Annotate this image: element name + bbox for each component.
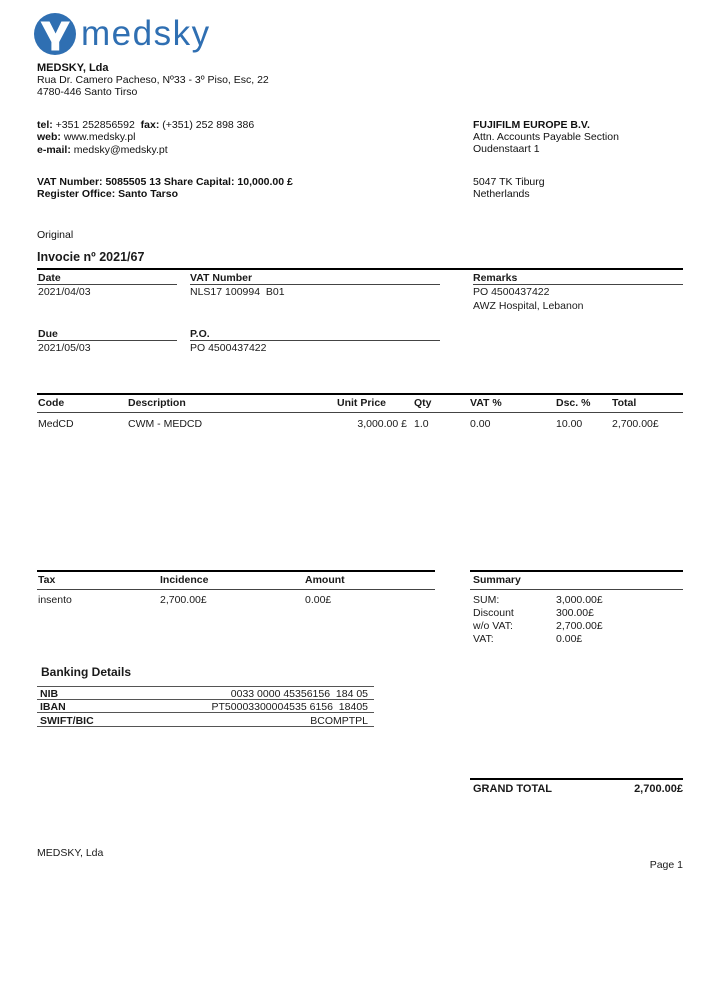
share-capital-value: 10,000.00 £ [237, 176, 293, 188]
company-logo [33, 10, 263, 60]
vat-number-value-field: NLS17 100994 B01 [190, 286, 285, 298]
banking-rule-1 [37, 699, 374, 700]
footer-page-number: Page 1 [649, 859, 683, 871]
items-header-total: Total [612, 397, 637, 409]
vat-number-column-label: VAT Number [190, 272, 253, 284]
buyer-attn: Attn. Accounts Payable Section [473, 131, 619, 143]
banking-details-title: Banking Details [41, 665, 132, 679]
summary-label-wo-vat: w/o VAT: [473, 620, 513, 632]
medsky-logo-icon [33, 12, 77, 56]
web-label: web: [37, 131, 61, 144]
share-capital-label: Share Capital: [163, 176, 235, 188]
tax-header-incidence: Incidence [160, 574, 209, 586]
banking-rule-top [37, 686, 374, 687]
grand-total-rule [470, 778, 683, 780]
summary-label-sum: SUM: [473, 594, 500, 606]
email-value: medsky@medsky.pt [73, 143, 168, 156]
bank-label-nib: NIB [40, 688, 59, 700]
copy-type-label: Original [37, 229, 74, 241]
due-underline [37, 340, 177, 341]
logo-wordmark: medsky [81, 14, 211, 53]
summary-header-rule [470, 589, 683, 590]
vat-number-label: VAT Number: [37, 176, 103, 188]
summary-value-discount: 300.00£ [556, 607, 594, 619]
items-header-rule [37, 412, 683, 413]
buyer-street: Oudenstaart 1 [473, 143, 540, 156]
buyer-location [473, 176, 545, 201]
po-underline [190, 340, 440, 341]
items-header-description: Description [128, 397, 186, 409]
due-value: 2021/05/03 [38, 342, 91, 354]
table-row: insento [38, 594, 72, 606]
tel-value: +351 252856592 [55, 119, 135, 131]
items-table-top-rule [37, 393, 683, 395]
register-office-value: Santo Tarso [118, 188, 179, 201]
bank-value-nib: 0033 0000 45356156 184 05 [230, 688, 368, 700]
table-row: 2,700.00£ [612, 418, 659, 430]
buyer-country: Netherlands [473, 188, 530, 201]
date-value: 2021/04/03 [38, 286, 91, 298]
seller-address [37, 74, 269, 99]
summary-value-sum: 3,000.00£ [556, 594, 603, 606]
seller-name: MEDSKY, Lda [37, 62, 109, 74]
seller-fiscal-info [37, 176, 293, 201]
tax-header-amount: Amount [305, 574, 345, 586]
summary-value-wo-vat: 2,700.00£ [556, 620, 603, 632]
remarks-label: Remarks [473, 272, 518, 284]
remarks-line-1: PO 4500437422 [473, 286, 550, 298]
items-header-vat-pct: VAT % [470, 397, 502, 409]
tel-label: tel: [37, 119, 53, 131]
table-row: 0.00£ [305, 594, 332, 606]
remarks-underline [473, 284, 683, 285]
table-row: MedCD [38, 418, 74, 430]
fax-value: (+351) 252 898 386 [162, 119, 255, 131]
summary-label-vat: VAT: [473, 633, 494, 645]
table-row: CWM - MEDCD [128, 418, 203, 430]
items-header-dsc-pct: Dsc. % [556, 397, 591, 409]
vat-underline [190, 284, 440, 285]
summary-label-discount: Discount [473, 607, 514, 619]
meta-table-top-rule [37, 268, 683, 270]
fax-label: fax: [140, 119, 160, 131]
invoice-title: Invocie nº 2021/67 [37, 250, 145, 264]
remarks-line-2: AWZ Hospital, Lebanon [473, 300, 584, 312]
footer-company-name: MEDSKY, Lda [37, 847, 104, 859]
table-row: 2,700.00£ [160, 594, 207, 606]
email-label: e-mail: [37, 143, 71, 156]
buyer-city: 5047 TK Tiburg [473, 176, 545, 188]
vat-number-value: 5085505 13 [105, 176, 161, 188]
table-row: 1.0 [414, 418, 429, 430]
web-value: www.medsky.pl [63, 131, 136, 144]
items-header-code: Code [38, 397, 65, 409]
items-header-qty: Qty [414, 397, 432, 409]
tax-header-rule [37, 589, 435, 590]
buyer-name: FUJIFILM EUROPE B.V. [473, 119, 590, 131]
summary-top-rule [470, 570, 683, 572]
po-label: P.O. [190, 328, 210, 340]
tax-table-top-rule [37, 570, 435, 572]
summary-value-vat: 0.00£ [556, 633, 583, 645]
buyer-address [473, 131, 619, 156]
tax-header-tax: Tax [38, 574, 56, 586]
due-label: Due [38, 328, 58, 340]
bank-label-swift: SWIFT/BIC [40, 715, 94, 727]
banking-rule-2 [37, 712, 374, 713]
date-underline [37, 284, 177, 285]
table-row: 10.00 [556, 418, 583, 430]
seller-contact [37, 119, 254, 156]
table-row: 3,000.00 £ [357, 418, 407, 430]
date-label: Date [38, 272, 61, 284]
seller-address-line2: 4780-446 Santo Tirso [37, 86, 138, 99]
bank-value-swift: BCOMPTPL [310, 715, 368, 727]
banking-rule-bottom [37, 726, 374, 727]
po-value: PO 4500437422 [190, 342, 267, 354]
grand-total-value: 2,700.00£ [634, 783, 683, 795]
seller-address-line1: Rua Dr. Camero Pacheso, Nº33 - 3º Piso, Esc, 22 [37, 74, 269, 86]
bank-value-iban: PT50003300004535 6156 18405 [211, 701, 368, 713]
summary-title: Summary [473, 574, 521, 586]
table-row: 0.00 [470, 418, 491, 430]
register-office-label: Register Office: [37, 188, 116, 201]
items-header-unit-price: Unit Price [337, 397, 387, 409]
grand-total-label: GRAND TOTAL [473, 783, 553, 795]
bank-label-iban: IBAN [40, 701, 66, 713]
